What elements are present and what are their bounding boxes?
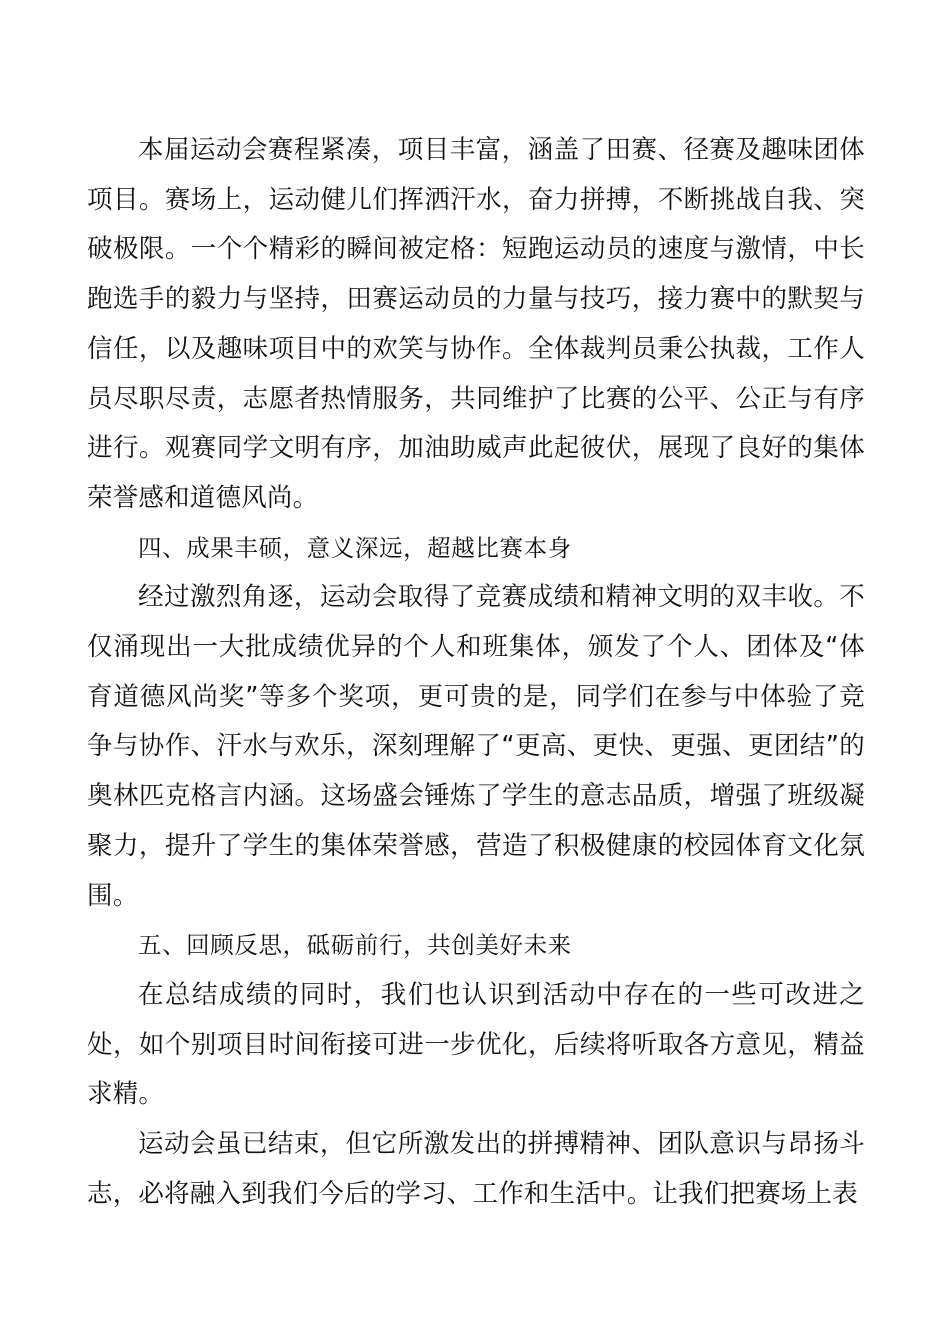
paragraph-competition-overview: 本届运动会赛程紧凑，项目丰富，涵盖了田赛、径赛及趣味团体项目。赛场上，运动健儿们挥洒汗水，奋力拼搏，不断挑战自我、突破极限。一个个精彩的瞬间被定格：短跑运动员的速度与激情，中长跑选手的毅力与坚持，田赛运动员的力量与技巧，接力赛中的默契与信任，以及趣味项目中的欢笑与协作。全体裁判员秉公执裁，工作人员尽职尽责，志愿者热情服务，共同维护了比赛的公平、公正与有序进行。观赛同学文明有序，加油助威声此起彼伏，展现了良好的集体荣誉感和道德风尚。 — [87, 135, 865, 513]
paragraph-closing: 运动会虽已结束，但它所激发出的拼搏精神、团队意识与昂扬斗志，必将融入到我们今后的学习、工作和生活中。让我们把赛场上表 — [87, 1129, 865, 1209]
paragraph-review: 在总结成绩的同时，我们也认识到活动中存在的一些可改进之处，如个别项目时间衔接可进一步优化，后续将听取各方意见，精益求精。 — [87, 979, 865, 1110]
document-body — [87, 126, 865, 1219]
paragraph-results: 经过激烈角逐，运动会取得了竞赛成绩和精神文明的双丰收。不仅涌现出一大批成绩优异的个人和班集体，颁发了个人、团体及“体育道德风尚奖”等多个奖项，更可贵的是，同学们在参与中体验了竞争与协作、汗水与欢乐，深刻理解了“更高、更快、更强、更团结”的奥林匹克格言内涵。这场盛会锤炼了学生的意志品质，增强了班级凝聚力，提升了学生的集体荣誉感，营造了积极健康的校园体育文化氛围。 — [87, 582, 865, 911]
section-heading-review: 五、回顾反思，砥砺前行，共创美好未来 — [137, 931, 572, 960]
section-heading-results: 四、成果丰硕，意义深远，超越比赛本身 — [137, 533, 572, 562]
